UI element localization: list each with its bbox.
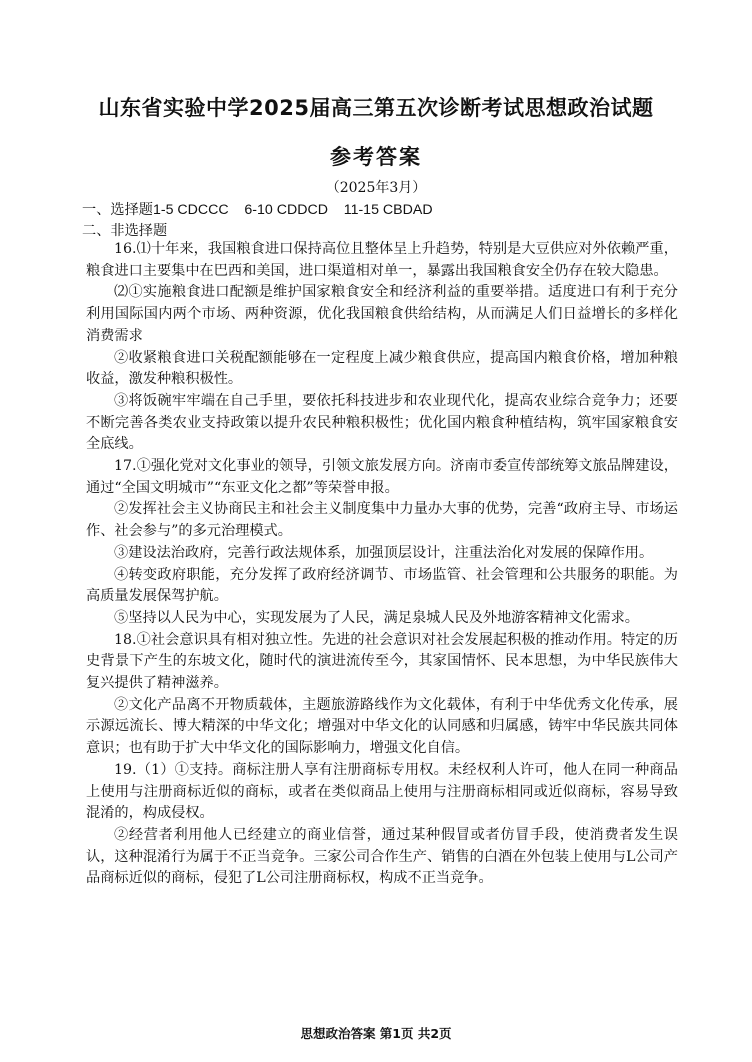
- answer-paragraph: ②文化产品离不开物质载体，主题旅游路线作为文化载体，有利于中华优秀文化传承，展示源远流长、博大精深的中华文化；增强对中华文化的认同感和归属感，铸牢中华民族共同体意识；也有助于扩大中华文化的国际影响力，增强文化自信。: [86, 696, 678, 757]
- answer-body: [86, 239, 678, 890]
- answer-paragraph: ⑵①实施粮食进口配额是维护国家粮食安全和经济利益的重要举措。适度进口有利于充分利用国际国内两个市场、两种资源，优化我国粮食供给结构，从而满足人们日益增长的多样化消费需求: [86, 284, 678, 344]
- answer-paragraph: ②发挥社会主义协商民主和社会主义制度集中力量办大事的优势，完善“政府主导、市场运作、社会参与”的多元治理模式。: [86, 501, 678, 540]
- multiple-choice-answers: 1-5 CDCCC 6-10 CDDCD 11-15 CBDAD: [152, 202, 433, 218]
- page-title: 山东省实验中学2025届高三第五次诊断考试思想政治试题: [98, 96, 654, 120]
- answer-paragraph: ④转变政府职能，充分发挥了政府经济调节、市场监管、社会管理和公共服务的职能。为高质量发展保驾护航。: [86, 566, 678, 605]
- non-choice-heading: 二、非选择题: [82, 223, 168, 239]
- multiple-choice-line: [82, 199, 752, 219]
- answer-paragraph: 17.①强化党对文化事业的领导，引领文旅发展方向。济南市委宣传部统筹文旅品牌建设，通过“全国文明城市”“东亚文化之都”等荣誉申报。: [86, 458, 678, 496]
- answer-paragraph: ②经营者利用他人已经建立的商业信誉，通过某种假冒或者仿冒手段，使消费者发生误认，这种混淆行为属于不正当竞争。三家公司合作生产、销售的白酒在外包装上使用与L公司产品商标近似的商标，侵犯了L公司注册商标权，构成不正当竞争。: [86, 826, 678, 887]
- answer-paragraph: 19.（1）①支持。商标注册人享有注册商标专用权。未经权利人许可，他人在同一种商品上使用与注册商标近似的商标，或者在类似商品上使用与注册商标相同或近似商标，容易导致混淆的，构成侵权。: [86, 761, 678, 822]
- answer-paragraph: 18.①社会意识具有相对独立性。先进的社会意识对社会发展起积极的推动作用。特定的历史背景下产生的东坡文化，随时代的演进流传至今，其家国情怀、民本思想，为中华民族伟大复兴提供了精神滋养。: [86, 631, 678, 692]
- answer-paragraph: ③建设法治政府，完善行政法规体系，加强顶层设计，注重法治化对发展的保障作用。: [114, 544, 654, 561]
- answer-paragraph: 16.⑴十年来，我国粮食进口保持高位且整体呈上升趋势，特别是大豆供应对外依赖严重，粮食进口主要集中在巴西和美国，进口渠道相对单一，暴露出我国粮食安全仍存在较大隐患。: [86, 241, 678, 279]
- page-subtitle: 参考答案: [330, 145, 422, 169]
- answer-paragraph: ②收紧粮食进口关税配额能够在一定程度上减少粮食供应，提高国内粮食价格，增加种粮收益，激发种粮积极性。: [86, 349, 678, 388]
- answer-paragraph: ⑤坚持以人民为中心，实现发展为了人民，满足泉城人民及外地游客精神文化需求。: [114, 609, 639, 626]
- exam-date: （2025年3月）: [325, 180, 427, 196]
- answer-paragraph: ③将饭碗牢牢端在自己手里，要依托科技进步和农业现代化，提高农业综合竞争力；还要不断完善各类农业支持政策以提升农民种粮积极性；优化国内粮食种植结构，筑牢国家粮食安全底线。: [86, 392, 678, 453]
- multiple-choice-heading: 一、选择题: [82, 202, 153, 218]
- page-footer: 思想政治答案 第1页 共2页: [300, 1026, 452, 1041]
